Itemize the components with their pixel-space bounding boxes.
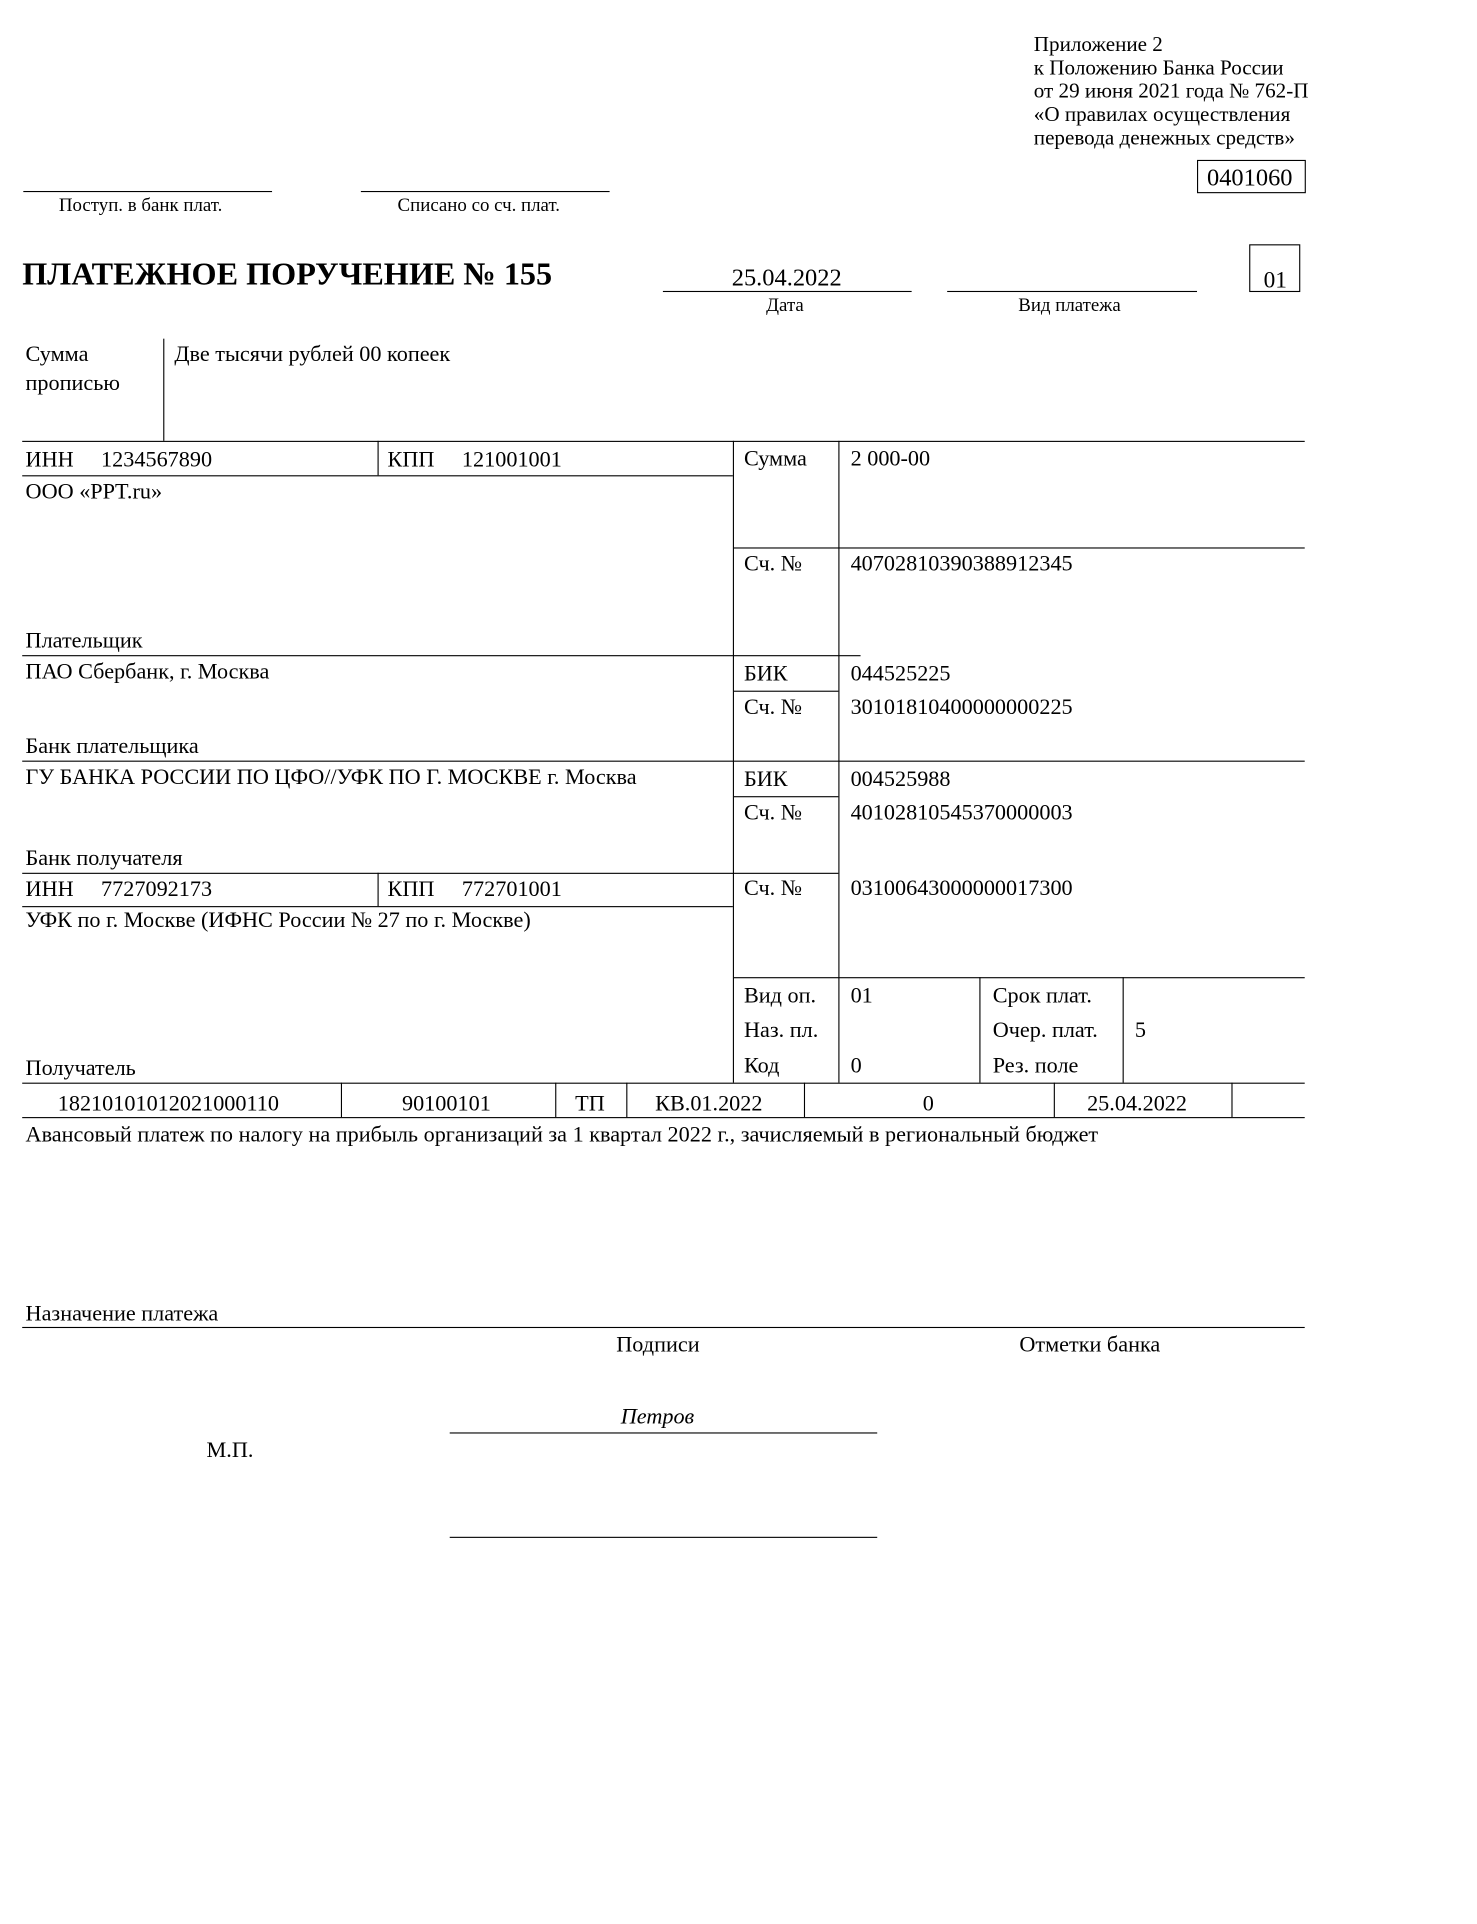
payee-bank-label: Банк получателя: [25, 846, 183, 871]
bank-marks-label: Отметки банка: [1019, 1332, 1161, 1357]
kbk: 18210101012021000110: [57, 1091, 280, 1116]
appendix-line-5: перевода денежных средств»: [1033, 126, 1295, 150]
appendix-line-2: к Положению Банка России: [1033, 56, 1284, 80]
purpose-text: Авансовый платеж по налогу на прибыль организаций за 1 квартал 2022 г., зачисляемый в региональный бюджет: [25, 1122, 1099, 1148]
payee-inn-kpp-divider: [378, 873, 379, 906]
status-code-box: [1249, 244, 1300, 292]
payer-account: 40702810390388912345: [850, 551, 1073, 577]
form-code-box: [1197, 160, 1306, 193]
payee-bank-line: [22, 761, 1305, 762]
signatures-label: Подписи: [616, 1332, 700, 1357]
appendix-line-3: от 29 июня 2021 года № 762-П: [1033, 79, 1309, 104]
left-block-divider: [733, 441, 734, 1083]
oktmo: 90100101: [401, 1091, 491, 1116]
payment-date: 25.04.2022: [731, 263, 842, 291]
stamp-label: М.П.: [206, 1437, 254, 1463]
payee-account: 03100643000000017300: [850, 876, 1073, 901]
payee-label: Получатель: [25, 1055, 136, 1081]
purpose-bottom-line: [22, 1327, 1305, 1328]
purpose-label: Назначение платежа: [25, 1301, 219, 1326]
tax-divider-2: [555, 1083, 556, 1117]
payer-label: Плательщик: [25, 628, 143, 653]
codes-divider-1: [979, 977, 980, 1082]
appendix-line-4: «О правилах осуществления: [1033, 103, 1291, 127]
payer-bik-line: [734, 691, 838, 692]
payee-bank-name: ГУ БАНКА РОССИИ ПО ЦФО//УФК ПО Г. МОСКВЕ г. Москва: [25, 765, 637, 790]
payer-bank-label: Банк плательщика: [25, 733, 199, 759]
tax-doc-date: 25.04.2022: [1087, 1091, 1188, 1116]
tax-divider-1: [341, 1083, 342, 1117]
payee-name: УФК по г. Москве (ИФНС России № 27 по г. Москве): [25, 908, 531, 933]
payee-kpp: 772701001: [461, 877, 562, 902]
received-label: Поступ. в банк плат.: [58, 194, 223, 216]
payer-inn: 1234567890: [101, 447, 213, 472]
sum-value: 2 000-00: [850, 446, 931, 471]
date-line: [663, 291, 912, 292]
payee-inn: 7727092173: [101, 877, 213, 902]
debited-line: [361, 191, 610, 192]
priority-label: Очер. плат.: [992, 1018, 1098, 1043]
payment-type-label: Вид платежа: [1018, 294, 1121, 316]
priority-value: 5: [1134, 1018, 1146, 1043]
payer-bank-account: 30101810400000000225: [850, 695, 1073, 720]
signature-1: Петров: [620, 1404, 695, 1430]
payer-bank-line: [22, 655, 860, 656]
code-label: Код: [743, 1053, 780, 1079]
sum-account-line: [734, 547, 1305, 548]
payee-inn-bottom-line: [22, 906, 733, 907]
signature-line-2: [450, 1537, 878, 1538]
payer-bik-label: БИК: [743, 661, 788, 687]
payer-account-label: Сч. №: [743, 551, 802, 577]
payee-bank-account: 40102810545370000003: [850, 800, 1073, 826]
signature-line-1: [450, 1432, 878, 1433]
payee-bik: 004525988: [850, 767, 951, 792]
payee-inn-top-line: [22, 873, 838, 874]
amount-words-label-1: Сумма: [25, 342, 89, 367]
op-type: 01: [850, 983, 873, 1009]
appendix-line-1: Приложение 2: [1033, 33, 1163, 57]
payer-name: ООО «PPT.ru»: [25, 479, 163, 505]
code-value: 0: [850, 1053, 862, 1079]
tax-divider-3: [626, 1083, 627, 1117]
payer-bik: 044525225: [850, 661, 951, 687]
payee-bank-account-label: Сч. №: [743, 800, 802, 826]
form-code: 0401060: [1207, 163, 1293, 191]
reserve-label: Рез. поле: [992, 1053, 1079, 1079]
tax-doc-number: 0: [922, 1091, 934, 1116]
payee-inn-label: ИНН: [25, 877, 74, 902]
sum-label: Сумма: [743, 446, 807, 471]
tax-divider-5: [1054, 1083, 1055, 1117]
label-value-divider: [838, 441, 839, 1083]
amount-words-divider: [163, 339, 164, 441]
payer-inn-label: ИНН: [25, 447, 74, 472]
table-top-line: [22, 441, 1305, 442]
payee-bik-label: БИК: [743, 767, 788, 792]
purpose-code-label: Наз. пл.: [743, 1018, 819, 1043]
payee-kpp-label: КПП: [387, 877, 435, 902]
tax-divider-4: [804, 1083, 805, 1117]
amount-words-label-2: прописью: [25, 370, 120, 396]
page-title: ПЛАТЕЖНОЕ ПОРУЧЕНИЕ № 155: [22, 256, 553, 293]
payer-bank-name: ПАО Сбербанк, г. Москва: [25, 659, 270, 685]
tax-fields-bottom-line: [22, 1117, 1305, 1118]
payer-inn-kpp-divider: [378, 441, 379, 475]
tax-divider-6: [1231, 1083, 1232, 1117]
op-type-label: Вид оп.: [743, 983, 817, 1009]
debited-label: Списано со сч. плат.: [397, 194, 561, 216]
codes-divider-2: [1123, 977, 1124, 1082]
tax-basis: ТП: [575, 1091, 605, 1116]
payer-kpp-label: КПП: [387, 447, 435, 472]
payer-kpp: 121001001: [461, 447, 562, 472]
date-label: Дата: [766, 294, 804, 316]
payer-inn-line: [22, 475, 733, 476]
term-label: Срок плат.: [992, 983, 1092, 1009]
payee-account-label: Сч. №: [743, 876, 802, 901]
payment-type-line: [947, 291, 1197, 292]
tax-fields-top-line: [22, 1083, 1305, 1084]
received-line: [23, 191, 272, 192]
codes-top-line: [734, 977, 1305, 978]
payee-bik-line: [734, 796, 838, 797]
status-code: 01: [1263, 266, 1287, 294]
payer-bank-account-label: Сч. №: [743, 695, 802, 720]
tax-period: КВ.01.2022: [655, 1091, 763, 1116]
amount-words-value: Две тысячи рублей 00 копеек: [174, 342, 451, 367]
